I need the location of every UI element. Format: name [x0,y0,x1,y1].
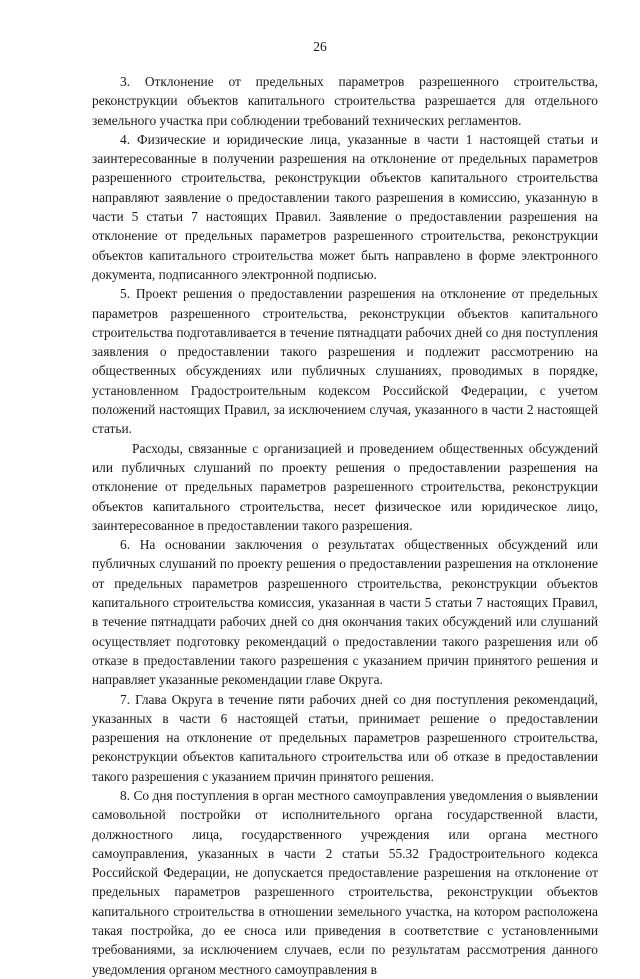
paragraph-6: 6. На основании заключения о результатах общественных обсуждений или публичных слушаний по проекту решения о предоставлении разрешения на отклонение от предельных параметров разрешенного строительства, реконструкции объектов капитального строительства комиссия, указанная в части 5 статьи 7 настоящих Правил, в течение пятнадцати рабочих дней со дня окончания таких обсуждений или слушаний осуществляет подготовку рекомендаций о предоставлении такого разрешения или об отказе в предоставлении такого разрешения с указанием причин принятого решения и направляет указанные рекомендации главе Округа. [92,537,598,688]
page-number: 26 [313,39,327,54]
paragraph-3: 3. Отклонение от предельных параметров разрешенного строительства, реконструкции объектов капитального строительства разрешается для отдельного земельного участка при соблюдении требований технических регламентов. [92,74,598,128]
document-body [92,72,598,979]
paragraph-4: 4. Физические и юридические лица, указанные в части 1 настоящей статьи и заинтересованные в получении разрешения на отклонение от предельных параметров разрешенного строительства, реконструкции объектов капитального строительства направляют заявление о предоставлении такого разрешения в комиссию, указанную в части 5 статьи 7 настоящих Правил. Заявление о предоставлении разрешения на отклонение от предельных параметров разрешенного строительства, реконструкции объектов капитального строительства может быть направлено в форме электронного документа, подписанного электронной подписью. [92,131,598,282]
paragraph-5: 5. Проект решения о предоставлении разрешения на отклонение от предельных параметров разрешенного строительства, реконструкции объектов капитального строительства подготавливается в течение пятнадцати рабочих дней со дня поступления заявления о предоставлении такого разрешения и подлежит рассмотрению на общественных обсуждениях или публичных слушаниях, проводимых в порядке, установленном Градостроительным кодексом Российской Федерации, с учетом положений настоящих Правил, за исключением случая, указанного в части 2 настоящей статьи. [92,286,598,437]
paragraph-5-expenses: Расходы, связанные с организацией и проведением общественных обсуждений или публичных слушаний по проекту решения о предоставлении разрешения на отклонение от предельных параметров разрешенного строительства, реконструкции объектов капитального строительства, несет физическое или юридическое лицо, заинтересованное в предоставлении такого разрешения. [92,440,598,533]
paragraph-8: 8. Со дня поступления в орган местного самоуправления уведомления о выявлении самовольной постройки от исполнительного органа государственной власти, должностного лица, государственного учреждения или органа местного самоуправления, указанных в части 2 статьи 55.32 Градостроительного кодекса Российской Федерации, не допускается предоставление разрешения на отклонение от предельных параметров разрешенного строительства, реконструкции объектов капитального строительства в отношении земельного участка, на котором расположена такая постройка, до ее сноса или приведения в соответствие с установленными требованиями, за исключением случаев, если по результатам рассмотрения данного уведомления органом местного самоуправления в [92,787,598,977]
paragraph-7: 7. Глава Округа в течение пяти рабочих дней со дня поступления рекомендаций, указанных в части 6 настоящей статьи, принимает решение о предоставлении разрешения на отклонение от предельных параметров разрешенного строительства, реконструкции объектов капитального строительства или об отказе в предоставлении такого разрешения с указанием причин принятого решения. [92,691,598,784]
